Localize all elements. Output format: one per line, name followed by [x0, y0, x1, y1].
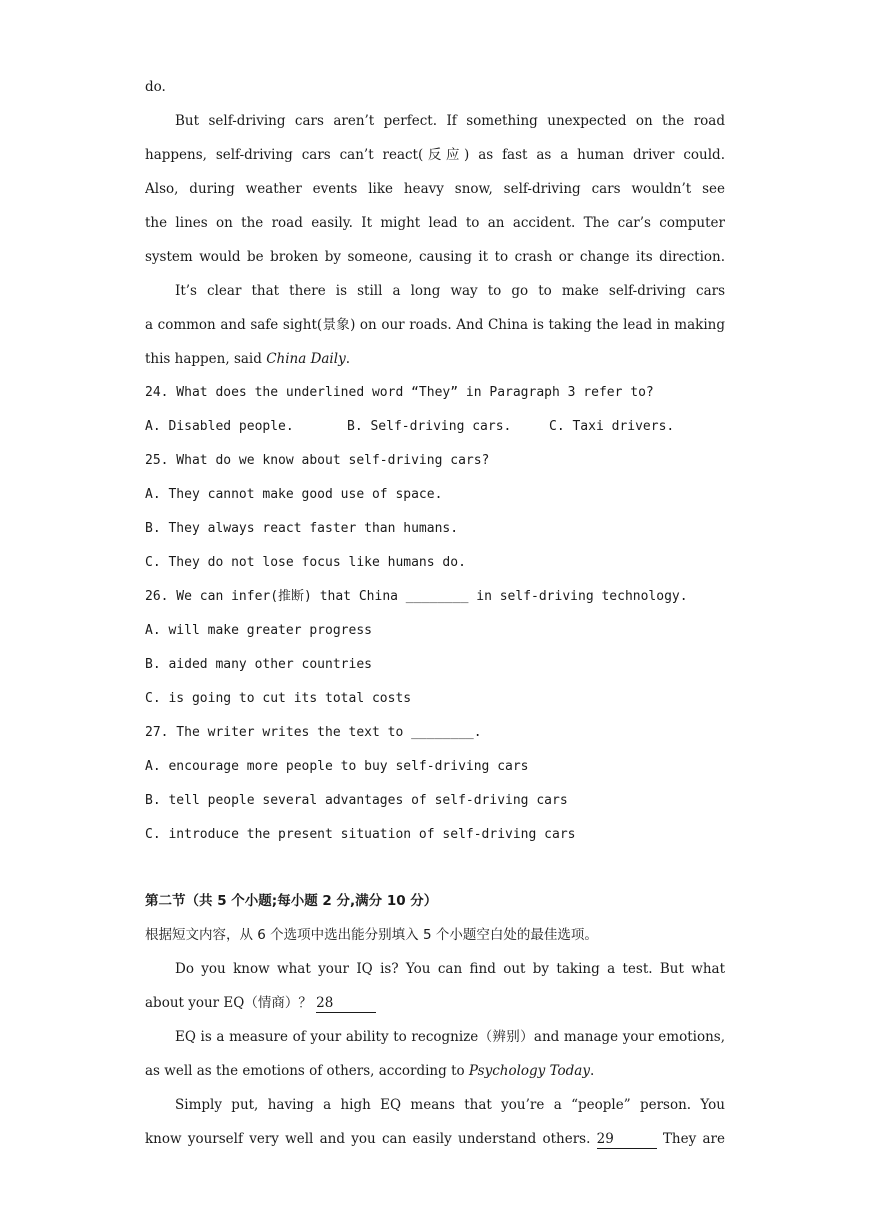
section-gap	[145, 852, 725, 884]
question-stem: 27. The writer writes the text to ________.	[145, 725, 482, 740]
option-c: C. Taxi drivers.	[549, 419, 675, 434]
source-name: Psychology Today	[468, 1063, 590, 1079]
passage-line	[145, 986, 725, 1020]
passage-line: do.	[145, 79, 166, 95]
section-instruction: 根据短文内容，从 6 个选项中选出能分别填入 5 个小题空白处的最佳选项。	[145, 927, 598, 943]
blank-29: 29	[597, 1130, 657, 1149]
option-b: B. tell people several advantages of self-driving cars	[145, 793, 568, 808]
passage-line	[145, 1054, 725, 1088]
option-a: A. Disabled people.	[145, 419, 294, 434]
passage-text: this happen, said	[145, 351, 267, 367]
document-page	[145, 70, 725, 1156]
question-stem: 24. What does the underlined word “They” in Paragraph 3 refer to?	[145, 385, 654, 400]
question-options	[145, 410, 725, 444]
option-c: C. introduce the present situation of self-driving cars	[145, 827, 576, 842]
passage-line: But self-driving cars aren’t perfect. If something unexpected on the road	[175, 113, 725, 129]
passage-line: It’s clear that there is still a long way to go to make self-driving cars	[175, 283, 725, 299]
passage-line	[145, 342, 725, 376]
passage-text: .	[590, 1063, 595, 1079]
option-c: C. is going to cut its total costs	[145, 691, 412, 706]
question-stem: 25. What do we know about self-driving cars?	[145, 453, 490, 468]
passage-text: about your EQ（情商）？	[145, 995, 312, 1011]
passage-line: Do you know what your IQ is? You can find out by taking a test. But what	[175, 961, 725, 977]
option-a: A. will make greater progress	[145, 623, 372, 638]
passage-line: Simply put, having a high EQ means that you’re a “people” person. You	[175, 1097, 725, 1113]
passage-text: as well as the emotions of others, according to	[145, 1063, 469, 1079]
passage-line: the lines on the road easily. It might lead to an accident. The car’s computer	[145, 215, 725, 231]
passage-line: EQ is a measure of your ability to recognize（辨别）and manage your emotions,	[175, 1029, 725, 1045]
option-c: C. They do not lose focus like humans do.	[145, 555, 466, 570]
blank-28: 28	[316, 994, 376, 1013]
option-b: B. aided many other countries	[145, 657, 372, 672]
passage-line: system would be broken by someone, causing it to crash or change its direction.	[145, 249, 725, 265]
option-b: B. Self-driving cars.	[347, 419, 512, 434]
passage-text: .	[345, 351, 350, 367]
section-title: 第二节（共 5 个小题;每小题 2 分,满分 10 分）	[145, 893, 438, 909]
question-stem: 26. We can infer(推断) that China ________ in self-driving technology.	[145, 589, 688, 604]
source-name: China Daily	[266, 351, 346, 367]
option-b: B. They always react faster than humans.	[145, 521, 459, 536]
option-a: A. encourage more people to buy self-driving cars	[145, 759, 529, 774]
passage-line: Also, during weather events like heavy snow, self-driving cars wouldn’t see	[145, 181, 725, 197]
option-a: A. They cannot make good use of space.	[145, 487, 443, 502]
passage-text: They are	[662, 1131, 725, 1147]
passage-line: happens, self-driving cars can’t react(反应) as fast as a human driver could.	[145, 147, 725, 163]
passage-line	[145, 1122, 725, 1156]
passage-line: a common and safe sight(景象) on our roads. And China is taking the lead in making	[145, 317, 725, 333]
passage-text: know yourself very well and you can easily understand others.	[145, 1131, 591, 1147]
